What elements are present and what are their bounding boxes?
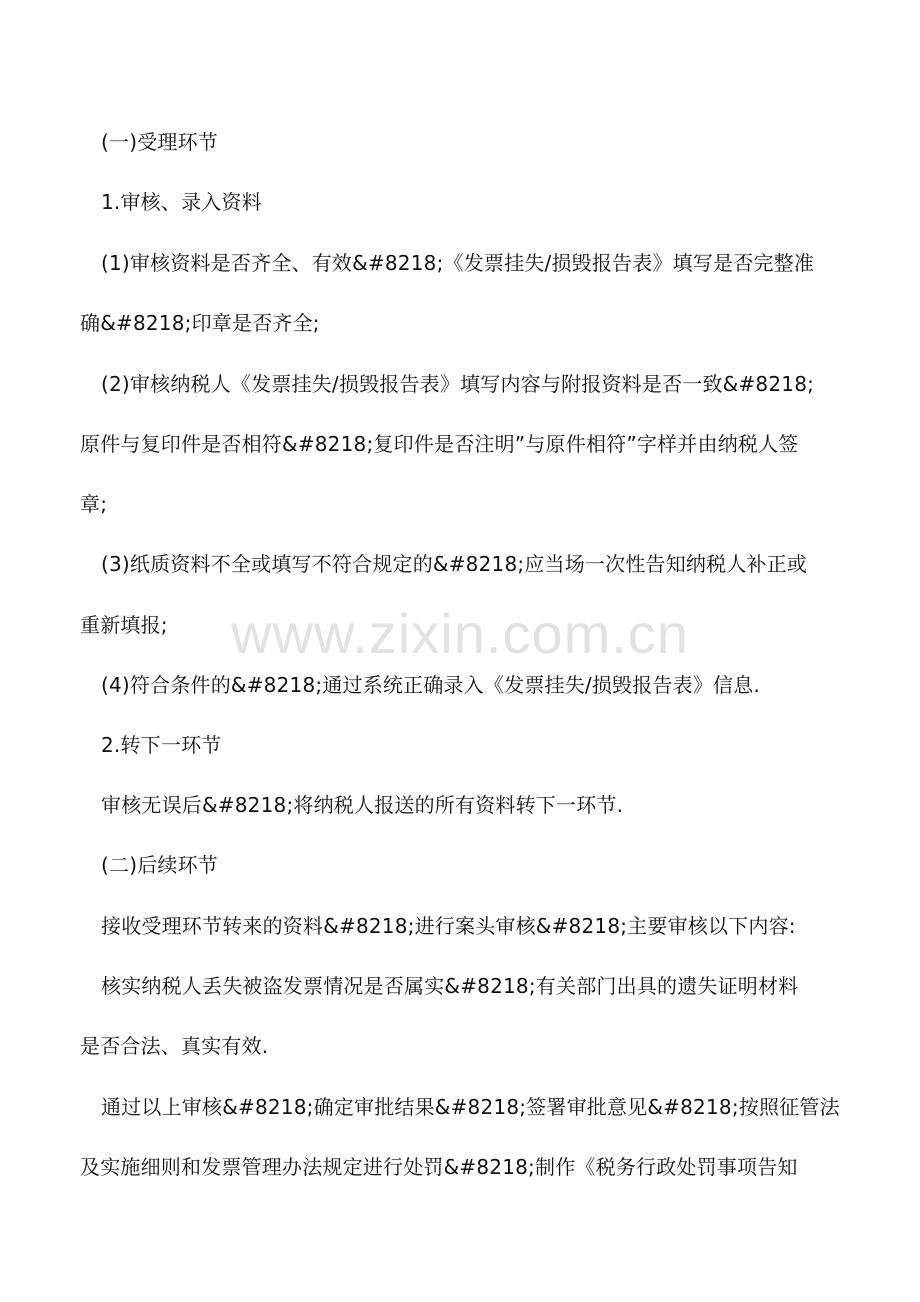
section-heading-acceptance: (一)受理环节 xyxy=(101,130,219,154)
paragraph-line: 章; xyxy=(80,492,108,516)
paragraph-line: (3)纸质资料不全或填写不符合规定的&#8218;应当场一次性告知纳税人补正或 xyxy=(101,552,808,576)
paragraph-line: 审核无误后&#8218;将纳税人报送的所有资料转下一环节. xyxy=(101,793,624,817)
paragraph-line: (1)审核资料是否齐全、有效&#8218;《发票挂失/损毁报告表》填写是否完整准 xyxy=(101,251,815,275)
paragraph-line: 原件与复印件是否相符&#8218;复印件是否注明”与原件相符”字样并由纳税人签 xyxy=(80,432,799,456)
subsection-heading-forward: 2.转下一环节 xyxy=(101,733,222,757)
paragraph-line: (4)符合条件的&#8218;通过系统正确录入《发票挂失/损毁报告表》信息. xyxy=(101,673,761,697)
section-heading-followup: (二)后续环节 xyxy=(101,853,219,877)
watermark: www.zixin.com.cn xyxy=(231,602,689,665)
paragraph-line: (2)审核纳税人《发票挂失/损毁报告表》填写内容与附报资料是否一致&#8218; xyxy=(101,372,815,396)
paragraph-line: 是否合法、真实有效. xyxy=(80,1034,269,1058)
subsection-heading-review-input: 1.审核、录入资料 xyxy=(101,190,262,214)
paragraph-line: 通过以上审核&#8218;确定审批结果&#8218;签署审批意见&#8218;按照征管法 xyxy=(101,1095,840,1119)
paragraph-line: 确&#8218;印章是否齐全; xyxy=(80,311,320,335)
paragraph-line: 核实纳税人丢失被盗发票情况是否属实&#8218;有关部门出具的遗失证明材料 xyxy=(101,974,799,998)
paragraph-line: 接收受理环节转来的资料&#8218;进行案头审核&#8218;主要审核以下内容: xyxy=(101,914,796,938)
paragraph-line: 及实施细则和发票管理办法规定进行处罚&#8218;制作《税务行政处罚事项告知 xyxy=(80,1155,798,1179)
paragraph-line: 重新填报; xyxy=(80,613,168,637)
